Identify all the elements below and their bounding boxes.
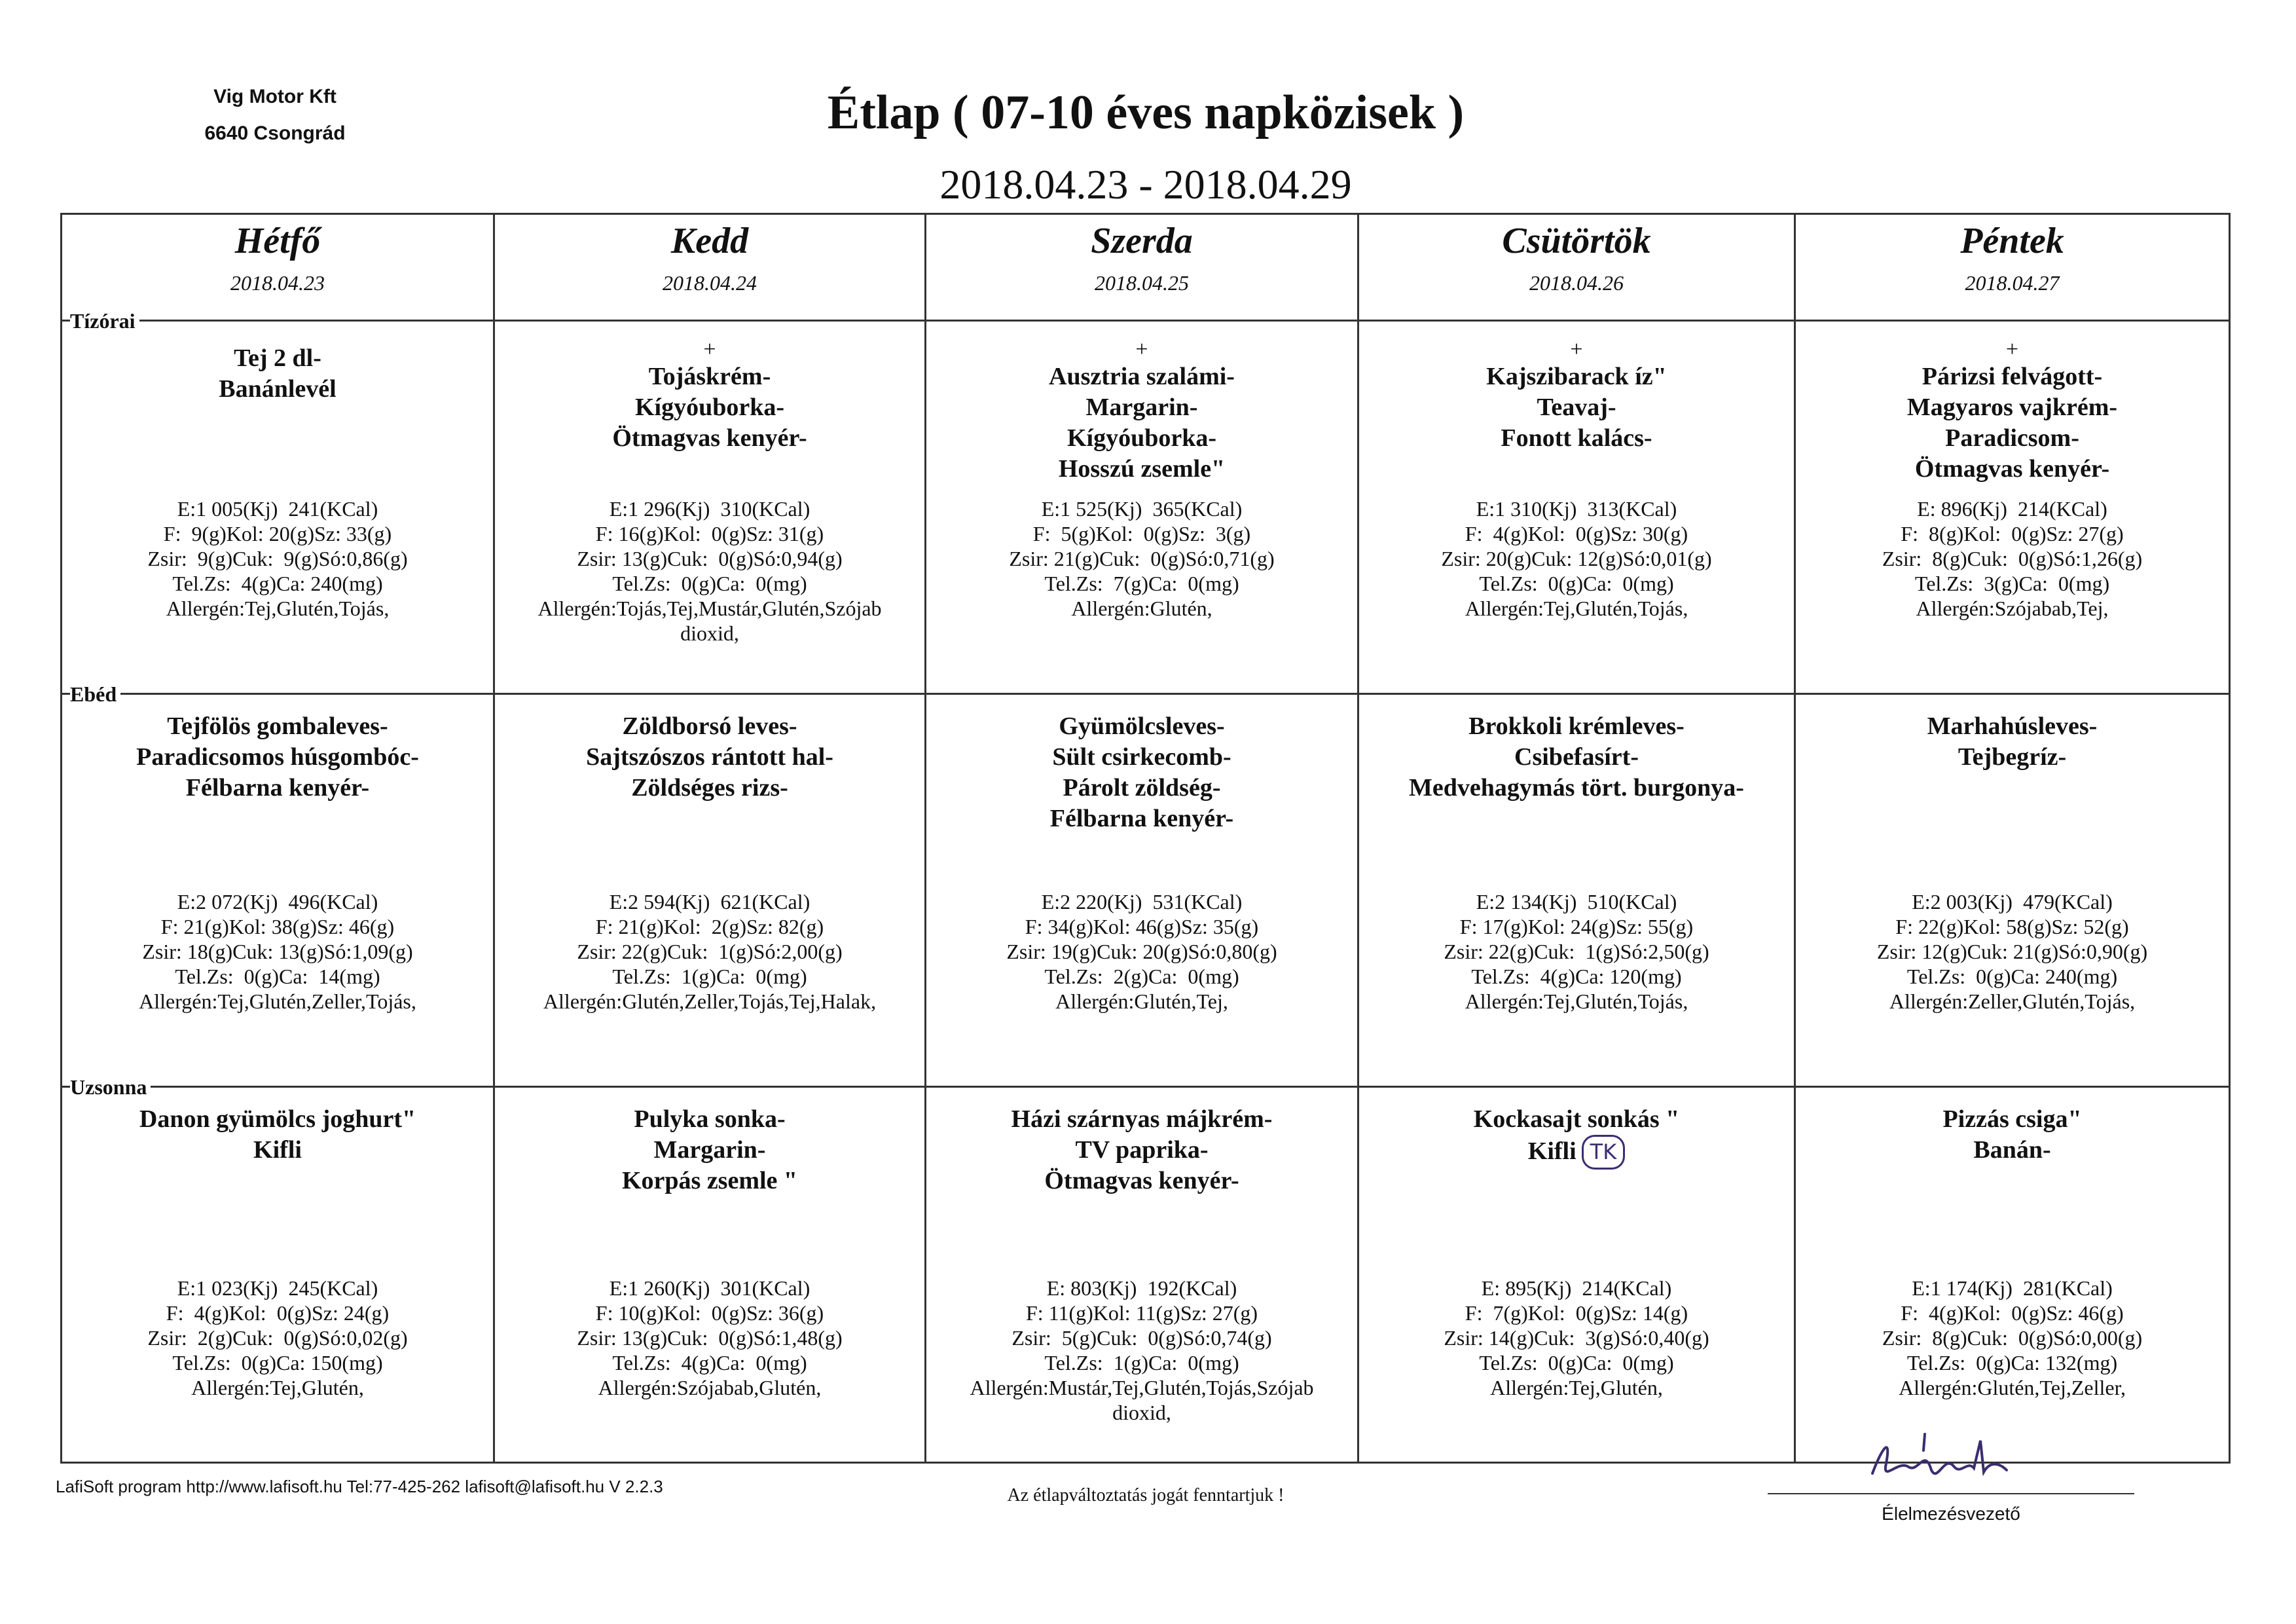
meal-label-uzsonna: Uzsonna bbox=[70, 1075, 151, 1099]
nutrition-line: Tel.Zs: 4(g)Ca: 240(mg) bbox=[172, 572, 383, 595]
day-date: 2018.04.25 bbox=[1095, 271, 1189, 295]
nutrition-line: Allergén:Tej,Glutén, bbox=[191, 1376, 364, 1399]
dish-item: Gyümölcsleves- bbox=[1059, 712, 1225, 740]
dish-item: Kifli TK bbox=[1359, 1135, 1794, 1170]
handwritten-signature bbox=[1846, 1421, 2043, 1493]
dish-item: Banán- bbox=[1973, 1136, 2051, 1164]
day-name: Kedd bbox=[670, 221, 749, 261]
nutrition-line: F: 4(g)Kol: 0(g)Sz: 46(g) bbox=[1901, 1301, 2124, 1325]
dish-item: Tej 2 dl- bbox=[234, 344, 321, 372]
nutrition-line: Allergén:Tej,Glutén,Zeller,Tojás, bbox=[139, 989, 416, 1013]
nutrition-line: Zsir: 9(g)Cuk: 9(g)Só:0,86(g) bbox=[147, 547, 408, 570]
nutrition-line: Zsir: 19(g)Cuk: 20(g)Só:0,80(g) bbox=[1006, 940, 1277, 963]
nutrition-line: F: 11(g)Kol: 11(g)Sz: 27(g) bbox=[1025, 1301, 1258, 1325]
dish-item: Zöldborsó leves- bbox=[622, 712, 797, 740]
nutrition-info-tizorai bbox=[1796, 496, 2229, 621]
nutrition-line: F: 16(g)Kol: 0(g)Sz: 31(g) bbox=[595, 522, 824, 545]
nutrition-line: F: 22(g)Kol: 58(g)Sz: 52(g) bbox=[1895, 915, 2129, 938]
nutrition-line: Tel.Zs: 0(g)Ca: 240(mg) bbox=[1906, 965, 2118, 988]
menu-cell-ebed bbox=[1359, 711, 1794, 803]
dish-item: Fonott kalács- bbox=[1501, 424, 1652, 452]
nutrition-info-tizorai bbox=[926, 496, 1357, 621]
day-name: Szerda bbox=[1091, 221, 1193, 261]
dish-item: Banánlevél bbox=[219, 375, 337, 403]
menu-cell-uzsonna bbox=[1359, 1104, 1794, 1170]
dish-item: Margarin- bbox=[1085, 394, 1198, 421]
dish-item: Paradicsom- bbox=[1945, 424, 2079, 452]
nutrition-line: Tel.Zs: 2(g)Ca: 0(mg) bbox=[1044, 965, 1239, 988]
nutrition-line: Tel.Zs: 1(g)Ca: 0(mg) bbox=[1044, 1351, 1239, 1375]
nutrition-line: E:1 174(Kj) 281(KCal) bbox=[1912, 1276, 2113, 1300]
plus-mark: + bbox=[1570, 337, 1583, 361]
nutrition-info-uzsonna bbox=[1359, 1276, 1794, 1400]
dish-item: Tejfölös gombaleves- bbox=[167, 712, 388, 740]
menu-cell-uzsonna bbox=[1796, 1104, 2229, 1166]
nutrition-line: Zsir: 21(g)Cuk: 0(g)Só:0,71(g) bbox=[1009, 547, 1275, 570]
page-title: Étlap ( 07-10 éves napközisek ) bbox=[827, 86, 1465, 139]
row-divider-uzsonna bbox=[62, 1086, 2229, 1088]
nutrition-line: E:1 023(Kj) 245(KCal) bbox=[177, 1276, 378, 1300]
dish-item: Pizzás csiga" bbox=[1942, 1105, 2082, 1133]
nutrition-line: F: 7(g)Kol: 0(g)Sz: 14(g) bbox=[1465, 1301, 1688, 1325]
nutrition-line: Zsir: 8(g)Cuk: 0(g)Só:1,26(g) bbox=[1882, 547, 2143, 570]
day-header bbox=[1796, 215, 2229, 320]
nutrition-line: Allergén:Mustár,Tej,Glutén,Tojás,Szójab bbox=[970, 1376, 1314, 1399]
nutrition-line: Zsir: 13(g)Cuk: 0(g)Só:1,48(g) bbox=[577, 1326, 843, 1350]
dish-item: Medvehagymás tört. burgonya- bbox=[1409, 774, 1744, 802]
dish-item: Magyaros vajkrém- bbox=[1906, 394, 2118, 421]
menu-cell-uzsonna bbox=[926, 1104, 1357, 1196]
menu-cell-tizorai bbox=[1796, 338, 2229, 485]
nutrition-line: Allergén:Glutén,Tej,Zeller, bbox=[1899, 1376, 2126, 1399]
handwritten-note: TK bbox=[1582, 1135, 1626, 1170]
dish-item: Félbarna kenyér- bbox=[1049, 805, 1234, 832]
nutrition-line: E:1 525(Kj) 365(KCal) bbox=[1041, 497, 1243, 521]
dish-item: Pulyka sonka- bbox=[634, 1105, 786, 1133]
nutrition-info-ebed bbox=[926, 889, 1357, 1014]
nutrition-line: E:2 220(Kj) 531(KCal) bbox=[1041, 890, 1243, 913]
day-name: Péntek bbox=[1960, 221, 2064, 261]
nutrition-line: E:1 005(Kj) 241(KCal) bbox=[177, 497, 378, 521]
nutrition-info-ebed bbox=[1796, 889, 2229, 1014]
nutrition-info-ebed bbox=[1359, 889, 1794, 1014]
dish-item: Sajtszószos rántott hal- bbox=[586, 743, 833, 771]
nutrition-line: E: 896(Kj) 214(KCal) bbox=[1917, 497, 2107, 521]
nutrition-line: Zsir: 12(g)Cuk: 21(g)Só:0,90(g) bbox=[1876, 940, 2148, 963]
menu-cell-tizorai bbox=[926, 338, 1357, 485]
menu-table bbox=[60, 213, 2231, 1464]
dish-item: Kifli bbox=[253, 1136, 302, 1164]
nutrition-line: F: 21(g)Kol: 2(g)Sz: 82(g) bbox=[595, 915, 824, 938]
change-notice: Az étlapváltoztatás jogát fenntartjuk ! bbox=[1007, 1485, 1285, 1505]
plus-mark: + bbox=[1135, 337, 1148, 361]
nutrition-line: E:2 072(Kj) 496(KCal) bbox=[177, 890, 378, 913]
day-header bbox=[926, 215, 1357, 320]
dish-item: Ötmagvas kenyér- bbox=[612, 424, 807, 452]
dish-item: Ötmagvas kenyér- bbox=[1044, 1167, 1239, 1194]
nutrition-line: Zsir: 8(g)Cuk: 0(g)Só:0,00(g) bbox=[1882, 1326, 2143, 1350]
day-header bbox=[1359, 215, 1794, 320]
dish-item: Danon gyümölcs joghurt" bbox=[139, 1105, 416, 1133]
nutrition-line: Allergén:Zeller,Glutén,Tojás, bbox=[1889, 989, 2136, 1013]
menu-cell-ebed bbox=[495, 711, 924, 803]
nutrition-line: Tel.Zs: 0(g)Ca: 150(mg) bbox=[172, 1351, 383, 1375]
nutrition-line: Tel.Zs: 0(g)Ca: 0(mg) bbox=[1479, 1351, 1674, 1375]
nutrition-line: E: 895(Kj) 214(KCal) bbox=[1481, 1276, 1672, 1300]
row-divider-ebed bbox=[62, 693, 2229, 695]
dish-item: Tejbegríz- bbox=[1958, 743, 2067, 771]
nutrition-line: F: 8(g)Kol: 0(g)Sz: 27(g) bbox=[1901, 522, 2124, 545]
nutrition-line: Tel.Zs: 4(g)Ca: 0(mg) bbox=[612, 1351, 807, 1375]
dish-item: Kajszibarack íz" bbox=[1486, 363, 1667, 390]
dish-item: Ötmagvas kenyér- bbox=[1914, 455, 2110, 483]
nutrition-line: F: 10(g)Kol: 0(g)Sz: 36(g) bbox=[595, 1301, 824, 1325]
menu-cell-uzsonna bbox=[62, 1104, 493, 1166]
nutrition-line: F: 34(g)Kol: 46(g)Sz: 35(g) bbox=[1025, 915, 1259, 938]
dish-item: Tojáskrém- bbox=[648, 363, 771, 390]
dish-item: Hosszú zsemle" bbox=[1058, 455, 1226, 483]
nutrition-line: Allergén:Tej,Glutén,Tojás, bbox=[1465, 989, 1688, 1013]
day-column bbox=[493, 215, 924, 1462]
nutrition-line: Zsir: 5(g)Cuk: 0(g)Só:0,74(g) bbox=[1011, 1326, 1272, 1350]
nutrition-line: Allergén:Tej,Glutén,Tojás, bbox=[1465, 597, 1688, 620]
company-address: 6640 Csongrád bbox=[204, 122, 346, 144]
menu-cell-ebed bbox=[62, 711, 493, 803]
nutrition-line: E:2 134(Kj) 510(KCal) bbox=[1476, 890, 1677, 913]
dish-item: Ausztria szalámi- bbox=[1049, 363, 1235, 390]
dish-item: Zöldséges rizs- bbox=[631, 774, 788, 802]
nutrition-line: Zsir: 2(g)Cuk: 0(g)Só:0,02(g) bbox=[147, 1326, 408, 1350]
dish-item: Paradicsomos húsgombóc- bbox=[136, 743, 419, 771]
nutrition-line: F: 5(g)Kol: 0(g)Sz: 3(g) bbox=[1032, 522, 1251, 545]
nutrition-line: Allergén:Glutén,Tej, bbox=[1055, 989, 1228, 1013]
nutrition-info-tizorai bbox=[1359, 496, 1794, 621]
nutrition-line: E:2 003(Kj) 479(KCal) bbox=[1912, 890, 2113, 913]
nutrition-line: Tel.Zs: 1(g)Ca: 0(mg) bbox=[612, 965, 807, 988]
software-credit: LafiSoft program http://www.lafisoft.hu Tel:77-425-262 lafisoft@lafisoft.hu V 2.2.3 bbox=[56, 1477, 663, 1496]
nutrition-info-uzsonna bbox=[1796, 1276, 2229, 1400]
nutrition-line: Allergén:Glutén, bbox=[1071, 597, 1212, 620]
nutrition-line: Allergén:Tej,Glutén,Tojás, bbox=[166, 597, 390, 620]
nutrition-info-ebed bbox=[495, 889, 924, 1014]
dish-item: Kígyóuborka- bbox=[634, 394, 785, 421]
nutrition-line: Tel.Zs: 7(g)Ca: 0(mg) bbox=[1044, 572, 1239, 595]
company-name: Vig Motor Kft bbox=[213, 86, 337, 107]
day-name: Hétfő bbox=[234, 221, 321, 261]
dish-item: Teavaj- bbox=[1537, 394, 1616, 421]
menu-cell-uzsonna bbox=[495, 1104, 924, 1196]
nutrition-line: Zsir: 13(g)Cuk: 0(g)Só:0,94(g) bbox=[577, 547, 843, 570]
nutrition-line: E:1 260(Kj) 301(KCal) bbox=[609, 1276, 811, 1300]
row-divider-tizorai bbox=[62, 320, 2229, 322]
dish-item: Csibefasírt- bbox=[1514, 743, 1639, 771]
nutrition-line: Zsir: 20(g)Cuk: 12(g)Só:0,01(g) bbox=[1441, 547, 1712, 570]
nutrition-line: Tel.Zs: 0(g)Ca: 0(mg) bbox=[612, 572, 807, 595]
nutrition-line: E: 803(Kj) 192(KCal) bbox=[1046, 1276, 1237, 1300]
plus-mark: + bbox=[703, 337, 716, 361]
nutrition-info-tizorai bbox=[62, 496, 493, 621]
dish-item: Sült csirkecomb- bbox=[1052, 743, 1231, 771]
day-column bbox=[1794, 215, 2229, 1462]
nutrition-line: E:2 594(Kj) 621(KCal) bbox=[609, 890, 811, 913]
nutrition-line: E:1 310(Kj) 313(KCal) bbox=[1476, 497, 1677, 521]
day-date: 2018.04.24 bbox=[663, 271, 757, 295]
nutrition-line: F: 9(g)Kol: 20(g)Sz: 33(g) bbox=[163, 522, 392, 545]
meal-label-tizorai: Tízórai bbox=[70, 309, 139, 333]
menu-cell-ebed bbox=[926, 711, 1357, 834]
signature-role: Élelmezésvezető bbox=[1768, 1493, 2134, 1524]
nutrition-line: F: 21(g)Kol: 38(g)Sz: 46(g) bbox=[160, 915, 395, 938]
dish-item: Félbarna kenyér- bbox=[185, 774, 370, 802]
nutrition-line: Allergén:Glutén,Zeller,Tojás,Tej,Halak, bbox=[543, 989, 877, 1013]
day-name: Csütörtök bbox=[1502, 221, 1651, 261]
nutrition-line: Allergén:Szójabab,Glutén, bbox=[598, 1376, 822, 1399]
dish-item: Párolt zöldség- bbox=[1063, 774, 1221, 802]
day-column bbox=[62, 215, 493, 1462]
day-date: 2018.04.23 bbox=[230, 271, 325, 295]
nutrition-info-ebed bbox=[62, 889, 493, 1014]
menu-cell-tizorai bbox=[1359, 338, 1794, 454]
nutrition-line: Zsir: 22(g)Cuk: 1(g)Só:2,50(g) bbox=[1444, 940, 1709, 963]
dish-item: Házi szárnyas májkrém- bbox=[1011, 1105, 1273, 1133]
nutrition-line: Allergén:Tej,Glutén, bbox=[1490, 1376, 1663, 1399]
plus-mark: + bbox=[2005, 337, 2019, 361]
nutrition-info-tizorai bbox=[495, 496, 924, 646]
nutrition-info-uzsonna bbox=[495, 1276, 924, 1400]
dish-item: Brokkoli krémleves- bbox=[1468, 712, 1685, 740]
nutrition-line: dioxid, bbox=[1112, 1401, 1171, 1424]
nutrition-line: Allergén:Szójabab,Tej, bbox=[1916, 597, 2109, 620]
dish-item: Párizsi felvágott- bbox=[1922, 363, 2103, 390]
nutrition-line: Tel.Zs: 4(g)Ca: 120(mg) bbox=[1471, 965, 1682, 988]
menu-cell-tizorai bbox=[62, 343, 493, 405]
dish-item: TV paprika- bbox=[1075, 1136, 1209, 1164]
dish-item: Margarin- bbox=[653, 1136, 766, 1164]
dish-item: Kockasajt sonkás " bbox=[1473, 1105, 1680, 1133]
dish-item: Kígyóuborka- bbox=[1066, 424, 1217, 452]
nutrition-info-uzsonna bbox=[926, 1276, 1357, 1425]
menu-cell-tizorai bbox=[495, 338, 924, 454]
nutrition-line: dioxid, bbox=[680, 621, 739, 645]
day-date: 2018.04.27 bbox=[1965, 271, 2060, 295]
nutrition-line: Tel.Zs: 0(g)Ca: 0(mg) bbox=[1479, 572, 1674, 595]
day-column bbox=[1357, 215, 1794, 1462]
nutrition-line: F: 4(g)Kol: 0(g)Sz: 30(g) bbox=[1465, 522, 1688, 545]
menu-cell-ebed bbox=[1796, 711, 2229, 773]
nutrition-line: Zsir: 14(g)Cuk: 3(g)Só:0,40(g) bbox=[1444, 1326, 1709, 1350]
date-range: 2018.04.23 - 2018.04.29 bbox=[939, 161, 1352, 208]
nutrition-info-uzsonna bbox=[62, 1276, 493, 1400]
dish-item: Marhahúsleves- bbox=[1927, 712, 2098, 740]
day-header bbox=[495, 215, 924, 320]
dish-item: Korpás zsemle " bbox=[621, 1167, 798, 1194]
day-header bbox=[62, 215, 493, 320]
nutrition-line: F: 4(g)Kol: 0(g)Sz: 24(g) bbox=[166, 1301, 390, 1325]
nutrition-line: F: 17(g)Kol: 24(g)Sz: 55(g) bbox=[1459, 915, 1694, 938]
nutrition-line: Tel.Zs: 3(g)Ca: 0(mg) bbox=[1914, 572, 2110, 595]
nutrition-line: Tel.Zs: 0(g)Ca: 14(mg) bbox=[175, 965, 380, 988]
nutrition-line: Zsir: 18(g)Cuk: 13(g)Só:1,09(g) bbox=[142, 940, 413, 963]
nutrition-line: Zsir: 22(g)Cuk: 1(g)Só:2,00(g) bbox=[577, 940, 843, 963]
nutrition-line: Tel.Zs: 0(g)Ca: 132(mg) bbox=[1906, 1351, 2118, 1375]
nutrition-line: Allergén:Tojás,Tej,Mustár,Glutén,Szójab bbox=[538, 597, 882, 620]
meal-label-ebed: Ebéd bbox=[70, 682, 120, 707]
day-column bbox=[924, 215, 1357, 1462]
day-date: 2018.04.26 bbox=[1529, 271, 1624, 295]
nutrition-line: E:1 296(Kj) 310(KCal) bbox=[609, 497, 811, 521]
